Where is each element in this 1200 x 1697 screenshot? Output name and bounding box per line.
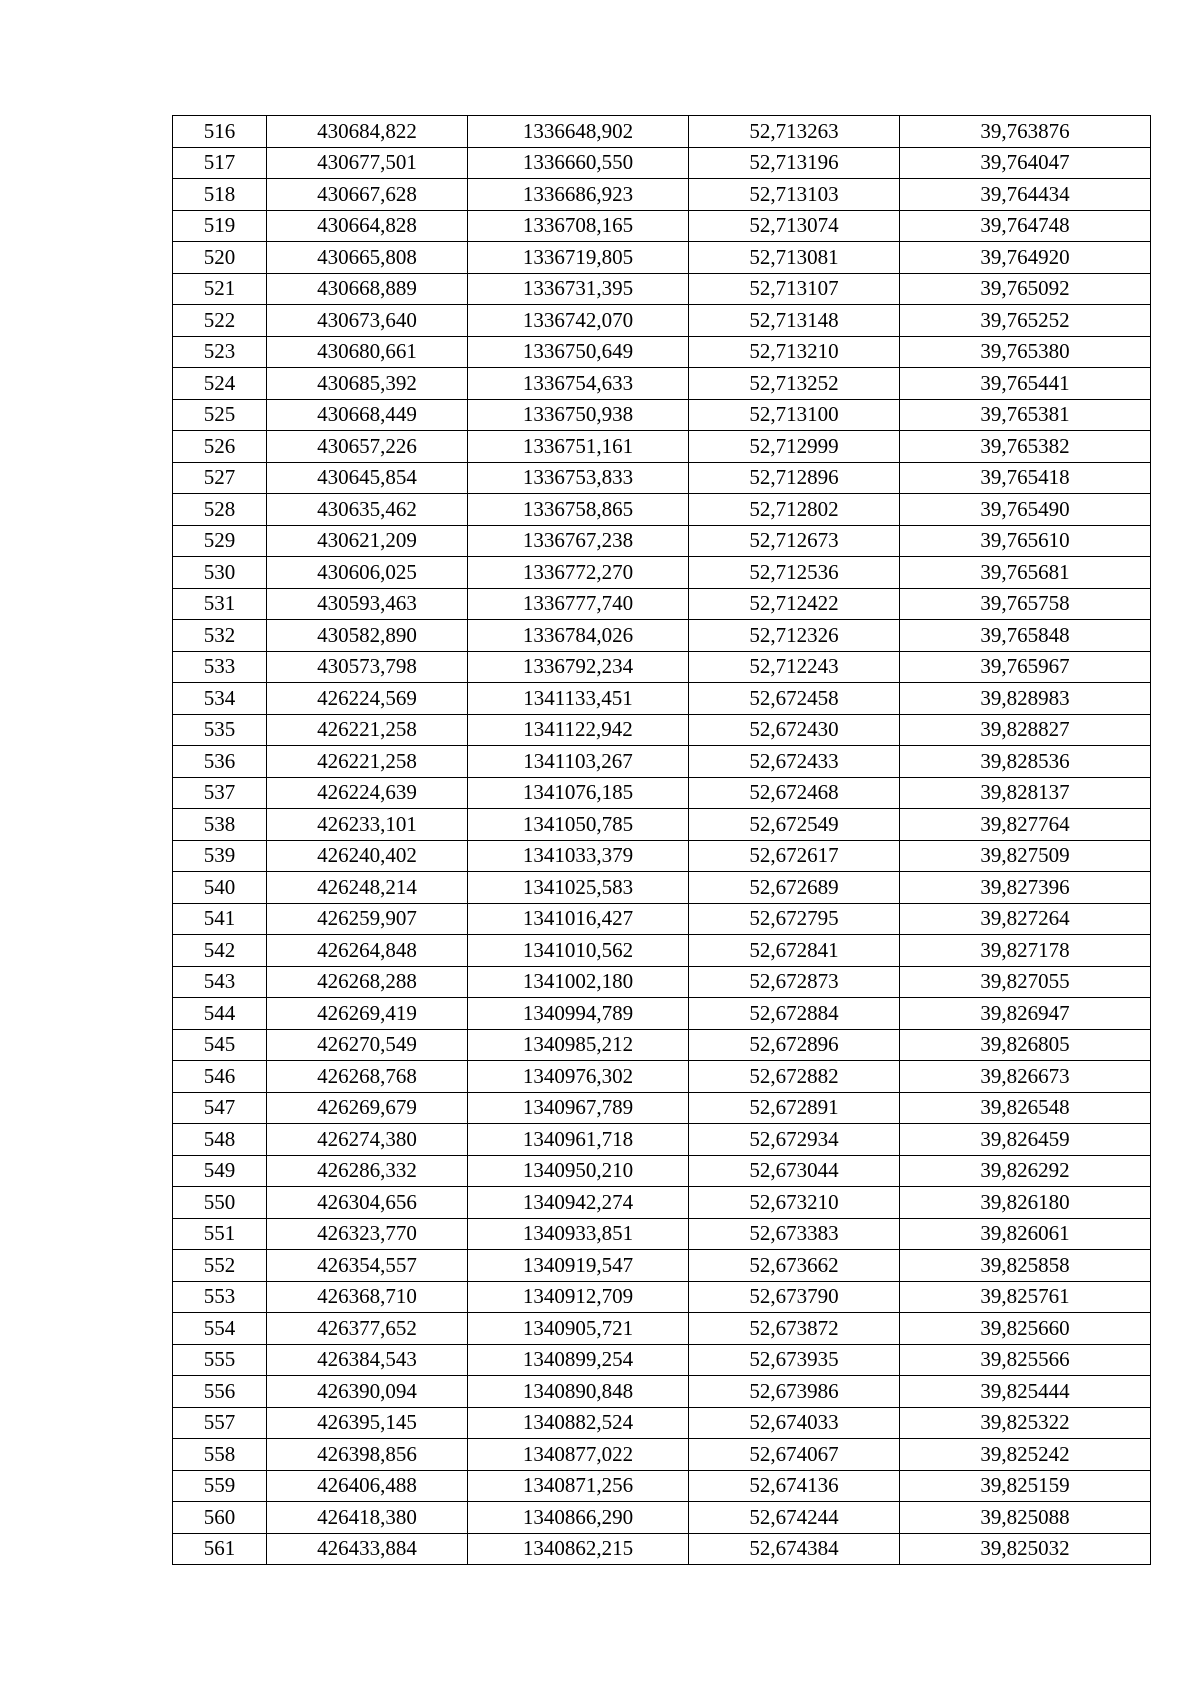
table-row [173, 683, 1151, 715]
longitude-cell: 39,826548 [900, 1092, 1151, 1124]
latitude-cell: 52,713263 [689, 116, 900, 148]
table-row [173, 1218, 1151, 1250]
point-number-cell: 546 [173, 1061, 267, 1093]
table-row [173, 966, 1151, 998]
latitude-cell: 52,672934 [689, 1124, 900, 1156]
point-number-cell: 553 [173, 1281, 267, 1313]
point-number-cell: 519 [173, 210, 267, 242]
y-coordinate-cell: 1336731,395 [468, 273, 689, 305]
latitude-cell: 52,713210 [689, 336, 900, 368]
longitude-cell: 39,825032 [900, 1533, 1151, 1565]
table-row [173, 494, 1151, 526]
table-row [173, 210, 1151, 242]
coordinates-table [172, 115, 1151, 1565]
y-coordinate-cell: 1340967,789 [468, 1092, 689, 1124]
table-row [173, 557, 1151, 589]
latitude-cell: 52,713103 [689, 179, 900, 211]
x-coordinate-cell: 430668,889 [267, 273, 468, 305]
table-row [173, 620, 1151, 652]
x-coordinate-cell: 426418,380 [267, 1502, 468, 1534]
x-coordinate-cell: 426221,258 [267, 714, 468, 746]
table-row [173, 305, 1151, 337]
latitude-cell: 52,672549 [689, 809, 900, 841]
point-number-cell: 549 [173, 1155, 267, 1187]
y-coordinate-cell: 1341122,942 [468, 714, 689, 746]
table-row [173, 746, 1151, 778]
longitude-cell: 39,828983 [900, 683, 1151, 715]
longitude-cell: 39,765681 [900, 557, 1151, 589]
point-number-cell: 560 [173, 1502, 267, 1534]
x-coordinate-cell: 430635,462 [267, 494, 468, 526]
point-number-cell: 559 [173, 1470, 267, 1502]
table-row [173, 588, 1151, 620]
longitude-cell: 39,828827 [900, 714, 1151, 746]
longitude-cell: 39,827055 [900, 966, 1151, 998]
longitude-cell: 39,765382 [900, 431, 1151, 463]
x-coordinate-cell: 426304,656 [267, 1187, 468, 1219]
x-coordinate-cell: 430593,463 [267, 588, 468, 620]
longitude-cell: 39,828536 [900, 746, 1151, 778]
longitude-cell: 39,825858 [900, 1250, 1151, 1282]
latitude-cell: 52,674384 [689, 1533, 900, 1565]
y-coordinate-cell: 1336660,550 [468, 147, 689, 179]
table-row [173, 809, 1151, 841]
x-coordinate-cell: 426354,557 [267, 1250, 468, 1282]
table-row [173, 242, 1151, 274]
x-coordinate-cell: 426390,094 [267, 1376, 468, 1408]
y-coordinate-cell: 1336750,938 [468, 399, 689, 431]
x-coordinate-cell: 426240,402 [267, 840, 468, 872]
point-number-cell: 550 [173, 1187, 267, 1219]
y-coordinate-cell: 1336784,026 [468, 620, 689, 652]
y-coordinate-cell: 1340877,022 [468, 1439, 689, 1471]
point-number-cell: 543 [173, 966, 267, 998]
point-number-cell: 557 [173, 1407, 267, 1439]
latitude-cell: 52,672468 [689, 777, 900, 809]
point-number-cell: 533 [173, 651, 267, 683]
x-coordinate-cell: 430573,798 [267, 651, 468, 683]
latitude-cell: 52,713100 [689, 399, 900, 431]
table-row [173, 777, 1151, 809]
table-row [173, 525, 1151, 557]
longitude-cell: 39,825322 [900, 1407, 1151, 1439]
longitude-cell: 39,764920 [900, 242, 1151, 274]
longitude-cell: 39,825566 [900, 1344, 1151, 1376]
table-row [173, 651, 1151, 683]
longitude-cell: 39,764434 [900, 179, 1151, 211]
latitude-cell: 52,674067 [689, 1439, 900, 1471]
latitude-cell: 52,673662 [689, 1250, 900, 1282]
latitude-cell: 52,713252 [689, 368, 900, 400]
y-coordinate-cell: 1341002,180 [468, 966, 689, 998]
point-number-cell: 555 [173, 1344, 267, 1376]
longitude-cell: 39,825088 [900, 1502, 1151, 1534]
longitude-cell: 39,825159 [900, 1470, 1151, 1502]
x-coordinate-cell: 426269,419 [267, 998, 468, 1030]
y-coordinate-cell: 1336742,070 [468, 305, 689, 337]
point-number-cell: 558 [173, 1439, 267, 1471]
table-row [173, 1376, 1151, 1408]
latitude-cell: 52,672617 [689, 840, 900, 872]
table-row [173, 1407, 1151, 1439]
point-number-cell: 521 [173, 273, 267, 305]
latitude-cell: 52,672882 [689, 1061, 900, 1093]
y-coordinate-cell: 1341076,185 [468, 777, 689, 809]
x-coordinate-cell: 430664,828 [267, 210, 468, 242]
latitude-cell: 52,672873 [689, 966, 900, 998]
point-number-cell: 516 [173, 116, 267, 148]
latitude-cell: 52,712673 [689, 525, 900, 557]
longitude-cell: 39,825242 [900, 1439, 1151, 1471]
point-number-cell: 534 [173, 683, 267, 715]
y-coordinate-cell: 1341103,267 [468, 746, 689, 778]
point-number-cell: 539 [173, 840, 267, 872]
table-row [173, 147, 1151, 179]
latitude-cell: 52,673935 [689, 1344, 900, 1376]
y-coordinate-cell: 1340994,789 [468, 998, 689, 1030]
y-coordinate-cell: 1341010,562 [468, 935, 689, 967]
x-coordinate-cell: 426233,101 [267, 809, 468, 841]
latitude-cell: 52,712243 [689, 651, 900, 683]
latitude-cell: 52,672891 [689, 1092, 900, 1124]
latitude-cell: 52,674136 [689, 1470, 900, 1502]
latitude-cell: 52,712536 [689, 557, 900, 589]
longitude-cell: 39,765418 [900, 462, 1151, 494]
longitude-cell: 39,826947 [900, 998, 1151, 1030]
table-row [173, 1313, 1151, 1345]
table-row [173, 336, 1151, 368]
y-coordinate-cell: 1341050,785 [468, 809, 689, 841]
point-number-cell: 551 [173, 1218, 267, 1250]
latitude-cell: 52,672689 [689, 872, 900, 904]
table-row [173, 1187, 1151, 1219]
latitude-cell: 52,712802 [689, 494, 900, 526]
point-number-cell: 530 [173, 557, 267, 589]
y-coordinate-cell: 1336648,902 [468, 116, 689, 148]
latitude-cell: 52,672841 [689, 935, 900, 967]
x-coordinate-cell: 426264,848 [267, 935, 468, 967]
table-row [173, 1470, 1151, 1502]
latitude-cell: 52,672795 [689, 903, 900, 935]
x-coordinate-cell: 430621,209 [267, 525, 468, 557]
x-coordinate-cell: 426259,907 [267, 903, 468, 935]
longitude-cell: 39,764047 [900, 147, 1151, 179]
x-coordinate-cell: 430673,640 [267, 305, 468, 337]
table-row [173, 462, 1151, 494]
y-coordinate-cell: 1340890,848 [468, 1376, 689, 1408]
table-row [173, 368, 1151, 400]
y-coordinate-cell: 1336753,833 [468, 462, 689, 494]
longitude-cell: 39,765758 [900, 588, 1151, 620]
latitude-cell: 52,672884 [689, 998, 900, 1030]
point-number-cell: 523 [173, 336, 267, 368]
y-coordinate-cell: 1341033,379 [468, 840, 689, 872]
table-row [173, 998, 1151, 1030]
point-number-cell: 547 [173, 1092, 267, 1124]
point-number-cell: 544 [173, 998, 267, 1030]
latitude-cell: 52,713148 [689, 305, 900, 337]
y-coordinate-cell: 1340919,547 [468, 1250, 689, 1282]
coordinates-table-body [173, 116, 1151, 1565]
y-coordinate-cell: 1341133,451 [468, 683, 689, 715]
longitude-cell: 39,765380 [900, 336, 1151, 368]
longitude-cell: 39,765490 [900, 494, 1151, 526]
table-row [173, 1281, 1151, 1313]
y-coordinate-cell: 1340882,524 [468, 1407, 689, 1439]
latitude-cell: 52,672430 [689, 714, 900, 746]
point-number-cell: 556 [173, 1376, 267, 1408]
longitude-cell: 39,827764 [900, 809, 1151, 841]
x-coordinate-cell: 426406,488 [267, 1470, 468, 1502]
latitude-cell: 52,713081 [689, 242, 900, 274]
x-coordinate-cell: 430665,808 [267, 242, 468, 274]
point-number-cell: 524 [173, 368, 267, 400]
x-coordinate-cell: 426268,768 [267, 1061, 468, 1093]
point-number-cell: 520 [173, 242, 267, 274]
longitude-cell: 39,765848 [900, 620, 1151, 652]
longitude-cell: 39,827396 [900, 872, 1151, 904]
y-coordinate-cell: 1341025,583 [468, 872, 689, 904]
x-coordinate-cell: 430684,822 [267, 116, 468, 148]
table-row [173, 903, 1151, 935]
x-coordinate-cell: 426286,332 [267, 1155, 468, 1187]
table-row [173, 1029, 1151, 1061]
table-row [173, 179, 1151, 211]
point-number-cell: 525 [173, 399, 267, 431]
y-coordinate-cell: 1336754,633 [468, 368, 689, 400]
table-row [173, 1155, 1151, 1187]
x-coordinate-cell: 430680,661 [267, 336, 468, 368]
point-number-cell: 532 [173, 620, 267, 652]
table-row [173, 1124, 1151, 1156]
point-number-cell: 529 [173, 525, 267, 557]
x-coordinate-cell: 426248,214 [267, 872, 468, 904]
x-coordinate-cell: 430667,628 [267, 179, 468, 211]
point-number-cell: 540 [173, 872, 267, 904]
latitude-cell: 52,674244 [689, 1502, 900, 1534]
longitude-cell: 39,826061 [900, 1218, 1151, 1250]
y-coordinate-cell: 1340933,851 [468, 1218, 689, 1250]
x-coordinate-cell: 430668,449 [267, 399, 468, 431]
table-row [173, 935, 1151, 967]
y-coordinate-cell: 1340976,302 [468, 1061, 689, 1093]
x-coordinate-cell: 426395,145 [267, 1407, 468, 1439]
longitude-cell: 39,765381 [900, 399, 1151, 431]
latitude-cell: 52,674033 [689, 1407, 900, 1439]
point-number-cell: 527 [173, 462, 267, 494]
latitude-cell: 52,672896 [689, 1029, 900, 1061]
latitude-cell: 52,712422 [689, 588, 900, 620]
x-coordinate-cell: 426268,288 [267, 966, 468, 998]
longitude-cell: 39,826805 [900, 1029, 1151, 1061]
table-row [173, 872, 1151, 904]
longitude-cell: 39,763876 [900, 116, 1151, 148]
y-coordinate-cell: 1336719,805 [468, 242, 689, 274]
table-row [173, 1250, 1151, 1282]
x-coordinate-cell: 426398,856 [267, 1439, 468, 1471]
longitude-cell: 39,764748 [900, 210, 1151, 242]
point-number-cell: 528 [173, 494, 267, 526]
longitude-cell: 39,825761 [900, 1281, 1151, 1313]
point-number-cell: 531 [173, 588, 267, 620]
y-coordinate-cell: 1336750,649 [468, 336, 689, 368]
x-coordinate-cell: 430606,025 [267, 557, 468, 589]
point-number-cell: 548 [173, 1124, 267, 1156]
longitude-cell: 39,765967 [900, 651, 1151, 683]
table-row [173, 1533, 1151, 1565]
latitude-cell: 52,713196 [689, 147, 900, 179]
y-coordinate-cell: 1336767,238 [468, 525, 689, 557]
point-number-cell: 536 [173, 746, 267, 778]
latitude-cell: 52,712999 [689, 431, 900, 463]
longitude-cell: 39,827509 [900, 840, 1151, 872]
latitude-cell: 52,673210 [689, 1187, 900, 1219]
point-number-cell: 542 [173, 935, 267, 967]
x-coordinate-cell: 430657,226 [267, 431, 468, 463]
y-coordinate-cell: 1340866,290 [468, 1502, 689, 1534]
longitude-cell: 39,826180 [900, 1187, 1151, 1219]
y-coordinate-cell: 1341016,427 [468, 903, 689, 935]
y-coordinate-cell: 1336777,740 [468, 588, 689, 620]
y-coordinate-cell: 1340862,215 [468, 1533, 689, 1565]
point-number-cell: 518 [173, 179, 267, 211]
latitude-cell: 52,673986 [689, 1376, 900, 1408]
x-coordinate-cell: 426270,549 [267, 1029, 468, 1061]
x-coordinate-cell: 426377,652 [267, 1313, 468, 1345]
y-coordinate-cell: 1336758,865 [468, 494, 689, 526]
x-coordinate-cell: 430582,890 [267, 620, 468, 652]
y-coordinate-cell: 1336751,161 [468, 431, 689, 463]
y-coordinate-cell: 1340942,274 [468, 1187, 689, 1219]
table-row [173, 1061, 1151, 1093]
y-coordinate-cell: 1340899,254 [468, 1344, 689, 1376]
longitude-cell: 39,826673 [900, 1061, 1151, 1093]
latitude-cell: 52,712896 [689, 462, 900, 494]
x-coordinate-cell: 426368,710 [267, 1281, 468, 1313]
latitude-cell: 52,673383 [689, 1218, 900, 1250]
x-coordinate-cell: 426433,884 [267, 1533, 468, 1565]
x-coordinate-cell: 426221,258 [267, 746, 468, 778]
y-coordinate-cell: 1340912,709 [468, 1281, 689, 1313]
x-coordinate-cell: 426384,543 [267, 1344, 468, 1376]
latitude-cell: 52,673790 [689, 1281, 900, 1313]
x-coordinate-cell: 430677,501 [267, 147, 468, 179]
latitude-cell: 52,713074 [689, 210, 900, 242]
point-number-cell: 541 [173, 903, 267, 935]
longitude-cell: 39,765092 [900, 273, 1151, 305]
latitude-cell: 52,672458 [689, 683, 900, 715]
latitude-cell: 52,712326 [689, 620, 900, 652]
x-coordinate-cell: 426323,770 [267, 1218, 468, 1250]
latitude-cell: 52,672433 [689, 746, 900, 778]
point-number-cell: 535 [173, 714, 267, 746]
y-coordinate-cell: 1340961,718 [468, 1124, 689, 1156]
longitude-cell: 39,828137 [900, 777, 1151, 809]
y-coordinate-cell: 1336708,165 [468, 210, 689, 242]
table-row [173, 1344, 1151, 1376]
longitude-cell: 39,826459 [900, 1124, 1151, 1156]
longitude-cell: 39,827178 [900, 935, 1151, 967]
longitude-cell: 39,825660 [900, 1313, 1151, 1345]
x-coordinate-cell: 430645,854 [267, 462, 468, 494]
point-number-cell: 561 [173, 1533, 267, 1565]
table-row [173, 1502, 1151, 1534]
x-coordinate-cell: 426224,639 [267, 777, 468, 809]
longitude-cell: 39,826292 [900, 1155, 1151, 1187]
table-row [173, 714, 1151, 746]
x-coordinate-cell: 430685,392 [267, 368, 468, 400]
table-row [173, 1092, 1151, 1124]
point-number-cell: 537 [173, 777, 267, 809]
y-coordinate-cell: 1340871,256 [468, 1470, 689, 1502]
point-number-cell: 552 [173, 1250, 267, 1282]
longitude-cell: 39,765610 [900, 525, 1151, 557]
table-row [173, 399, 1151, 431]
point-number-cell: 526 [173, 431, 267, 463]
point-number-cell: 554 [173, 1313, 267, 1345]
longitude-cell: 39,765441 [900, 368, 1151, 400]
table-row [173, 1439, 1151, 1471]
x-coordinate-cell: 426274,380 [267, 1124, 468, 1156]
point-number-cell: 545 [173, 1029, 267, 1061]
x-coordinate-cell: 426224,569 [267, 683, 468, 715]
y-coordinate-cell: 1340950,210 [468, 1155, 689, 1187]
longitude-cell: 39,765252 [900, 305, 1151, 337]
y-coordinate-cell: 1336792,234 [468, 651, 689, 683]
point-number-cell: 538 [173, 809, 267, 841]
latitude-cell: 52,673044 [689, 1155, 900, 1187]
table-row [173, 273, 1151, 305]
y-coordinate-cell: 1340985,212 [468, 1029, 689, 1061]
longitude-cell: 39,825444 [900, 1376, 1151, 1408]
point-number-cell: 522 [173, 305, 267, 337]
latitude-cell: 52,673872 [689, 1313, 900, 1345]
y-coordinate-cell: 1340905,721 [468, 1313, 689, 1345]
table-row [173, 116, 1151, 148]
y-coordinate-cell: 1336772,270 [468, 557, 689, 589]
point-number-cell: 517 [173, 147, 267, 179]
longitude-cell: 39,827264 [900, 903, 1151, 935]
y-coordinate-cell: 1336686,923 [468, 179, 689, 211]
x-coordinate-cell: 426269,679 [267, 1092, 468, 1124]
table-row [173, 431, 1151, 463]
table-row [173, 840, 1151, 872]
latitude-cell: 52,713107 [689, 273, 900, 305]
